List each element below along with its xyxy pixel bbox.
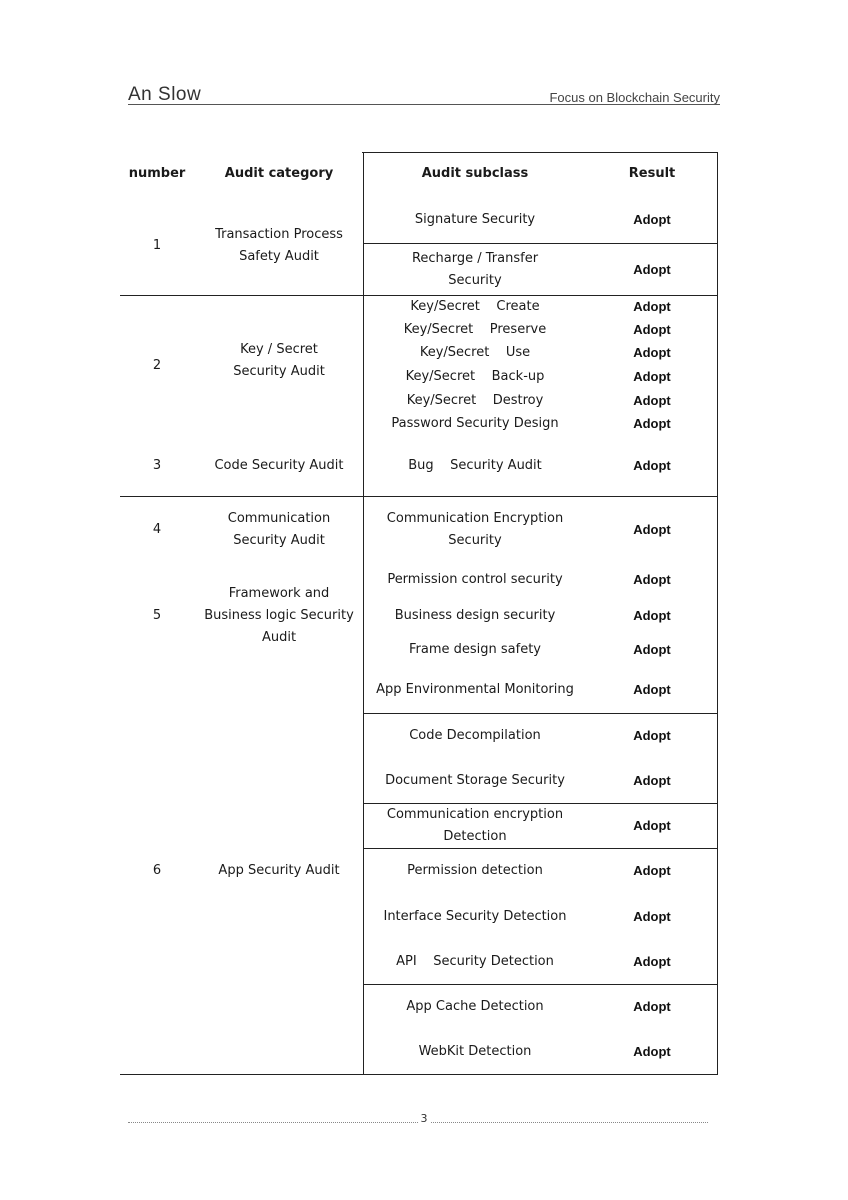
row-result: Adopt xyxy=(633,909,671,924)
row-result: Adopt xyxy=(633,1044,671,1059)
row-subclass: Key/Secret Back-up xyxy=(405,369,545,384)
row-result: Adopt xyxy=(633,299,671,314)
row-result: Adopt xyxy=(633,345,671,360)
row-result: Adopt xyxy=(633,572,671,587)
group-number: 4 xyxy=(152,522,162,537)
header-category: Audit category xyxy=(224,166,334,181)
group-category: Code Security Audit xyxy=(214,458,344,473)
table-rule xyxy=(364,243,718,244)
group-category: Key / Secret Security Audit xyxy=(233,342,325,379)
header-number: number xyxy=(128,166,186,181)
row-result: Adopt xyxy=(633,522,671,537)
row-result: Adopt xyxy=(633,863,671,878)
row-result: Adopt xyxy=(633,322,671,337)
row-subclass: Key/Secret Use xyxy=(419,345,531,360)
row-result: Adopt xyxy=(633,262,671,277)
row-subclass: Permission detection xyxy=(407,863,543,878)
row-result: Adopt xyxy=(633,818,671,833)
header-subclass: Audit subclass xyxy=(421,166,529,181)
group-number: 5 xyxy=(152,608,162,623)
group-number: 1 xyxy=(152,238,162,253)
row-subclass: Bug Security Audit xyxy=(408,458,542,473)
row-subclass: App Environmental Monitoring xyxy=(376,682,574,697)
page-number xyxy=(0,1112,848,1125)
row-subclass: Signature Security xyxy=(414,212,536,227)
table-rule xyxy=(120,496,718,497)
table-rule xyxy=(364,713,718,714)
row-result: Adopt xyxy=(633,458,671,473)
row-subclass: Communication Encryption Security xyxy=(386,511,564,548)
row-result: Adopt xyxy=(633,954,671,969)
group-category: Framework and Business logic Security Audit xyxy=(204,586,354,645)
header-brand: An Slow xyxy=(128,84,202,105)
table-rule xyxy=(120,295,718,296)
row-subclass: Business design security xyxy=(394,608,556,623)
group-category: Transaction Process Safety Audit xyxy=(215,227,343,264)
row-subclass: WebKit Detection xyxy=(418,1044,532,1059)
table-rule xyxy=(120,1074,718,1075)
row-result: Adopt xyxy=(633,608,671,623)
row-subclass: Document Storage Security xyxy=(385,773,565,788)
row-subclass: Code Decompilation xyxy=(409,728,541,743)
group-category: Communication Security Audit xyxy=(227,511,331,548)
row-subclass: Communication encryption Detection xyxy=(386,807,564,844)
row-subclass: Permission control security xyxy=(387,572,563,587)
row-subclass: Frame design safety xyxy=(409,642,541,657)
row-subclass: Key/Secret Preserve xyxy=(403,322,547,337)
row-subclass: Key/Secret Destroy xyxy=(406,393,544,408)
row-subclass: Password Security Design xyxy=(391,416,559,431)
row-subclass: Interface Security Detection xyxy=(383,909,567,924)
header-result: Result xyxy=(628,166,676,181)
table-rule xyxy=(362,152,718,153)
row-result: Adopt xyxy=(633,728,671,743)
table-rule xyxy=(364,984,718,985)
row-result: Adopt xyxy=(633,416,671,431)
row-result: Adopt xyxy=(633,369,671,384)
header-tagline: Focus on Blockchain Security xyxy=(549,90,720,105)
group-number: 6 xyxy=(152,863,162,878)
row-subclass: API Security Detection xyxy=(396,954,554,969)
header-divider xyxy=(128,104,720,105)
row-result: Adopt xyxy=(633,682,671,697)
table-rule xyxy=(364,803,718,804)
row-result: Adopt xyxy=(633,773,671,788)
group-category: App Security Audit xyxy=(218,863,340,878)
audit-table xyxy=(120,152,718,1074)
row-subclass: App Cache Detection xyxy=(406,999,544,1014)
table-rule xyxy=(363,152,364,1074)
table-rule xyxy=(364,848,718,849)
group-number: 2 xyxy=(152,358,162,373)
row-result: Adopt xyxy=(633,642,671,657)
page-number-text: 3 xyxy=(420,1112,428,1125)
row-result: Adopt xyxy=(633,999,671,1014)
row-result: Adopt xyxy=(633,212,671,227)
row-subclass: Key/Secret Create xyxy=(410,299,540,314)
table-rule xyxy=(717,152,718,1074)
row-result: Adopt xyxy=(633,393,671,408)
row-subclass: Recharge / Transfer Security xyxy=(411,251,539,288)
group-number: 3 xyxy=(152,458,162,473)
